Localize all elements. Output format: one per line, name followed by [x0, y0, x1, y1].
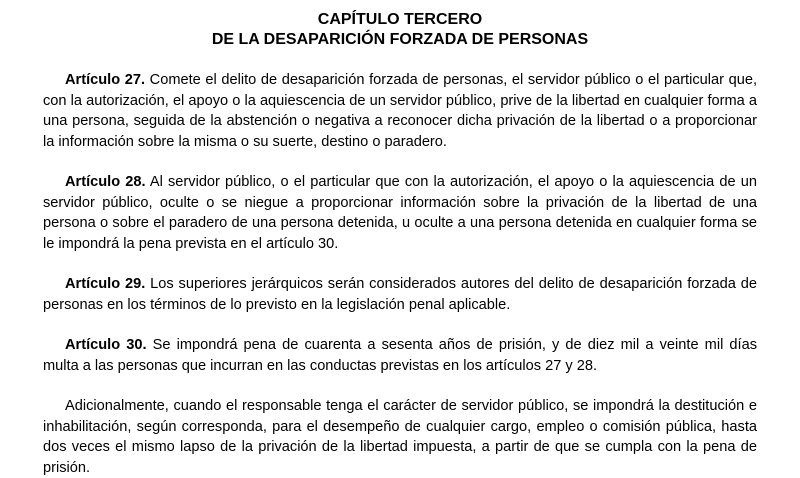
article-30 — [43, 335, 757, 376]
article-29-label: Artículo 29. — [65, 276, 146, 292]
additional-paragraph: Adicionalmente, cuando el responsable tenga el carácter de servidor público, se impondrá la destitución e inhabilitación, según corresponda, para el desempeño de cualquier cargo, empleo o comisión pública, hasta dos veces el mismo lapso de la privación de la libertad impuesta, a partir de que se cumpla con la pena de prisión. — [43, 398, 757, 476]
article-28-label: Artículo 28. — [65, 174, 146, 190]
chapter-heading — [43, 10, 757, 50]
article-27 — [43, 70, 757, 152]
article-28-text: Al servidor público, o el particular que con la autorización, el apoyo o la aquiescencia de un servidor público, oculte o se niegue a proporcionar información sobre la privación de la libertad de una persona o sobre el paradero de una persona detenida, u oculte a una persona detenida en cualquier forma se le impondrá la pena prevista en el artículo 30. — [43, 174, 757, 252]
chapter-subtitle: DE LA DESAPARICIÓN FORZADA DE PERSONAS — [211, 31, 589, 48]
chapter-title: CAPÍTULO TERCERO — [317, 11, 483, 28]
article-27-text: Comete el delito de desaparición forzada de personas, el servidor público o el particular que, con la autorización, el apoyo o la aquiescencia de un servidor público, prive de la libertad en cualquier forma a una persona, seguida de la abstención o negativa a reconocer dicha privación de la libertad o a proporcionar la información sobre la misma o su suerte, destino o paradero. — [43, 72, 758, 150]
article-29 — [43, 274, 757, 315]
article-30-text: Se impondrá pena de cuarenta a sesenta años de prisión, y de diez mil a veinte mil días multa a las personas que incurran en las conductas previstas en los artículos 27 y 28. — [43, 337, 757, 374]
article-30-label: Artículo 30. — [65, 337, 147, 353]
article-28 — [43, 172, 757, 254]
article-27-label: Artículo 27. — [65, 72, 146, 88]
article-29-text: Los superiores jerárquicos serán considerados autores del delito de desaparición forzada de personas en los términos de lo previsto en la legislación penal aplicable. — [43, 276, 757, 313]
